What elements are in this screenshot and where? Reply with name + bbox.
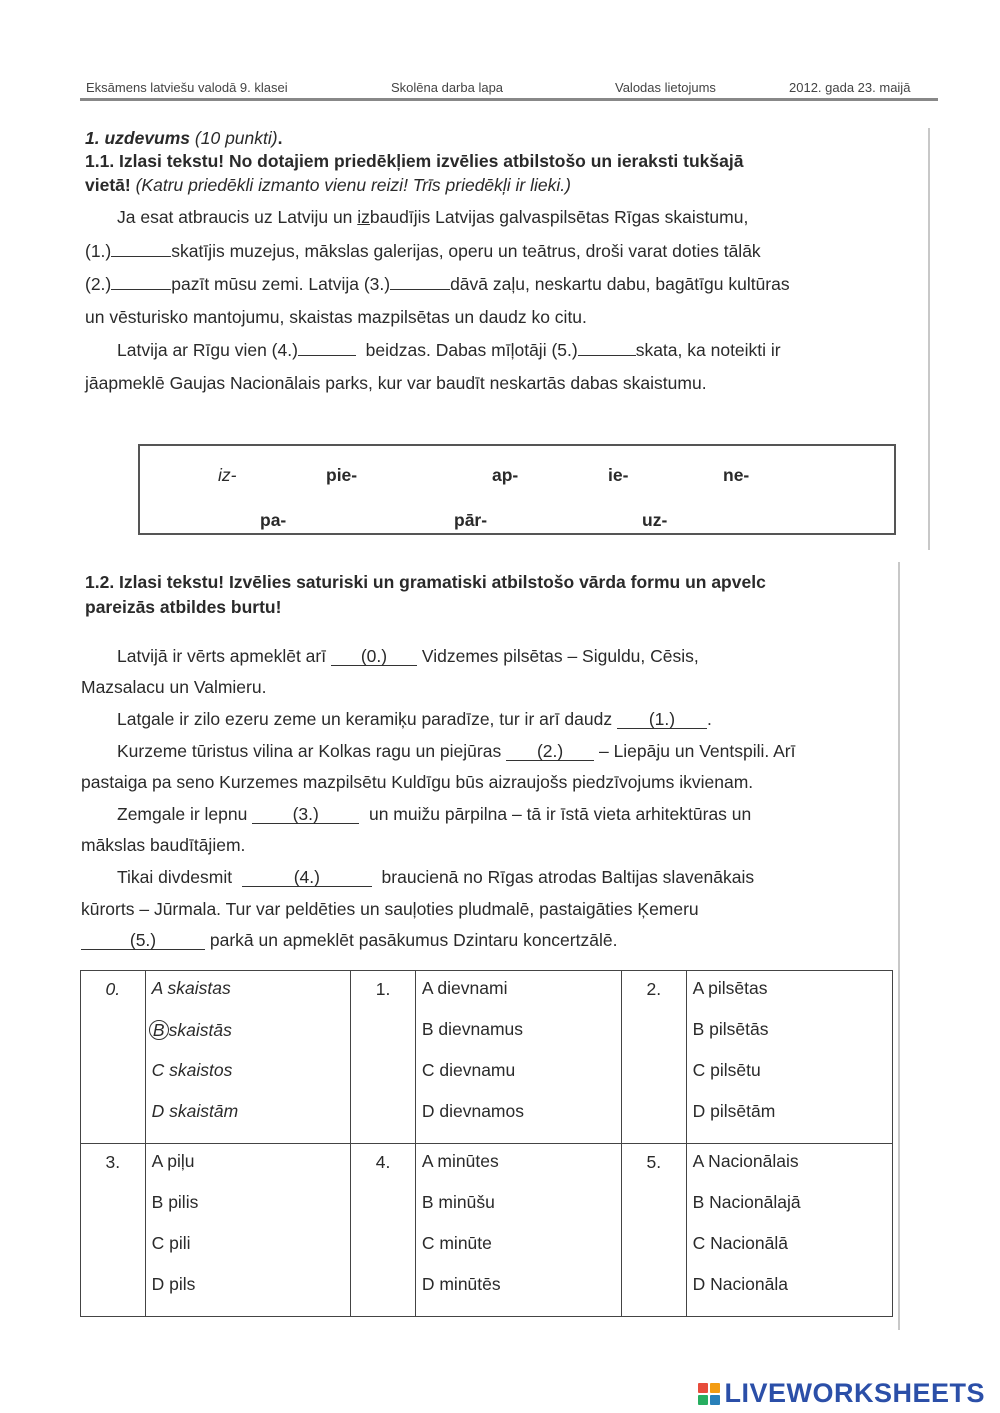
answer-blank-2[interactable]: (2.) — [506, 742, 594, 761]
question-number: 4. — [351, 1144, 416, 1317]
answer-option[interactable]: A minūtes — [421, 1151, 499, 1171]
answer-option[interactable]: B pilsētās — [692, 1019, 769, 1039]
answer-option[interactable]: C Nacionālā — [692, 1233, 788, 1253]
answer-option[interactable]: C skaistos — [151, 1060, 233, 1080]
task2-text-line: Latvijā ir vērts apmeklēt arī (0.) Vidzemes pilsētas – Siguldu, Cēsis, — [117, 646, 699, 666]
question-number: 0. — [81, 971, 146, 1144]
answer-option[interactable]: C dievnamu — [421, 1060, 516, 1080]
task1-text-line: Latvija ar Rīgu vien (4.) beidzas. Dabas mīļotāji (5.) skata, ka noteikti ir — [117, 340, 781, 360]
blank-3[interactable] — [390, 275, 450, 290]
prefix-option[interactable]: pār- — [454, 510, 488, 530]
task2-text-line: Tikai divdesmit (4.) braucienā no Rīgas atrodas Baltijas slavenākais — [117, 867, 755, 887]
task2-title-line1: 1.2. Izlasi tekstu! Izvēlies saturiski un gramatiski atbilstošo vārda formu un apvelc — [85, 572, 766, 592]
question-number: 2. — [621, 971, 686, 1144]
answer-blank-1[interactable]: (1.) — [617, 710, 707, 729]
answer-option[interactable]: C pili — [151, 1233, 191, 1253]
answer-option[interactable]: C minūte — [421, 1233, 492, 1253]
task1-text-line: (2.) pazīt mūsu zemi. Latvija (3.) dāvā zaļu, neskartu dabu, bagātīgu kultūras — [85, 274, 790, 294]
margin-rule — [928, 128, 930, 550]
prefix-option[interactable]: iz- — [218, 465, 237, 485]
answer-option[interactable]: B dievnamus — [421, 1019, 524, 1039]
answer-cell — [415, 971, 621, 1144]
prefix-option[interactable]: uz- — [642, 510, 668, 530]
answer-option[interactable]: A Nacionālais — [692, 1151, 799, 1171]
options-table — [80, 970, 893, 1317]
answer-cell — [686, 1144, 892, 1317]
answer-option[interactable]: B minūšu — [421, 1192, 495, 1212]
task1-text-line: (1.) skatījis muzejus, mākslas galerijas, operu un teātrus, droši varat doties tālāk — [85, 241, 761, 261]
header-sheet: Skolēna darba lapa — [391, 80, 504, 95]
answer-cell — [145, 971, 351, 1144]
answer-option[interactable]: A dievnami — [421, 978, 508, 998]
answer-option[interactable]: D pilsētām — [692, 1101, 776, 1121]
task2-title-line2: pareizās atbildes burtu! — [85, 597, 282, 617]
prefix-option[interactable]: ne- — [723, 465, 750, 485]
answer-option[interactable]: A pilsētas — [692, 978, 768, 998]
header-divider — [80, 98, 938, 101]
prefix-option[interactable]: ap- — [492, 465, 519, 485]
question-number: 5. — [621, 1144, 686, 1317]
answer-option[interactable]: B pilis — [151, 1192, 199, 1212]
liveworksheets-icon — [698, 1383, 720, 1405]
answer-option-selected[interactable]: B skaistās — [152, 1020, 345, 1061]
margin-rule — [898, 562, 900, 1330]
header-date: 2012. gada 23. maijā — [789, 80, 911, 95]
example-prefix: iz — [357, 207, 370, 227]
answer-blank-4[interactable]: (4.) — [242, 868, 372, 887]
prefix-option[interactable]: ie- — [608, 465, 629, 485]
liveworksheets-logo — [698, 1378, 985, 1409]
answer-cell — [415, 1144, 621, 1317]
blank-4[interactable] — [298, 341, 356, 356]
task2-text-line: (5.) parkā un apmeklēt pasākumus Dzintaru koncertzālē. — [81, 930, 617, 951]
task2-text-line: Zemgale ir lepnu (3.) un muižu pārpilna – tā ir īstā vieta arhitektūras un — [117, 804, 752, 824]
task2-text-line: mākslas baudītājiem. — [81, 835, 246, 855]
answer-option[interactable]: D Nacionāla — [692, 1274, 788, 1294]
table-row — [81, 971, 893, 1144]
prefix-box — [138, 444, 896, 535]
prefix-option[interactable]: pie- — [326, 465, 358, 485]
answer-option[interactable]: D pils — [151, 1274, 196, 1294]
blank-5[interactable] — [578, 341, 636, 356]
answer-option[interactable]: C pilsētu — [692, 1060, 761, 1080]
task1-title: 1. uzdevums (10 punkti). — [85, 128, 283, 148]
answer-option[interactable]: A piļu — [151, 1151, 195, 1171]
blank-2[interactable] — [111, 275, 171, 290]
question-number: 3. — [81, 1144, 146, 1317]
task2-text-line: Mazsalacu un Valmieru. — [81, 677, 267, 697]
circled-letter: B — [149, 1020, 169, 1040]
task2-text-line: Kurzeme tūristus vilina ar Kolkas ragu un piejūras (2.) – Liepāju un Ventspili. Arī — [117, 741, 796, 761]
answer-option[interactable]: A skaistas — [151, 978, 231, 998]
answer-option[interactable]: D skaistām — [151, 1101, 239, 1121]
task1-text-line: un vēsturisko mantojumu, skaistas mazpilsētas un daudz ko citu. — [85, 307, 587, 327]
task2-text-line: pastaiga pa seno Kurzemes mazpilsētu Kuldīgu būs aizraujošs piedzīvojums ikvienam. — [81, 772, 754, 792]
prefix-option[interactable]: pa- — [260, 510, 287, 530]
brand-name: LIVEWORKSHEETS — [724, 1378, 985, 1408]
answer-blank-0[interactable]: (0.) — [331, 647, 417, 666]
header-section: Valodas lietojums — [615, 80, 716, 95]
answer-cell — [686, 971, 892, 1144]
answer-option[interactable]: D dievnamos — [421, 1101, 524, 1121]
answer-option[interactable]: B Nacionālajā — [692, 1192, 801, 1212]
header-exam: Eksāmens latviešu valodā 9. klasei — [86, 80, 288, 95]
task1-subtitle-line2: vietā! (Katru priedēkli izmanto vienu reizi! Trīs priedēkļi ir lieki.) — [85, 175, 571, 195]
answer-blank-3[interactable]: (3.) — [252, 805, 359, 824]
answer-blank-5[interactable]: (5.) — [81, 931, 205, 950]
question-number: 1. — [351, 971, 416, 1144]
task1-text-line: jāapmeklē Gaujas Nacionālais parks, kur var baudīt neskartās dabas skaistumu. — [85, 373, 707, 393]
task1-subtitle-line1: 1.1. Izlasi tekstu! No dotajiem priedēkļiem izvēlies atbilstošo un ieraksti tukšajā — [85, 151, 744, 171]
answer-option[interactable]: D minūtēs — [421, 1274, 501, 1294]
task2-text-line: Latgale ir zilo ezeru zeme un keramiķu paradīze, tur ir arī daudz (1.) . — [117, 709, 712, 729]
task2-text-line: kūrorts – Jūrmala. Tur var peldēties un sauļoties pludmalē, pastaigāties Ķemeru — [81, 899, 699, 919]
blank-1[interactable] — [111, 242, 171, 257]
table-row — [81, 1144, 893, 1317]
task1-text-line: Ja esat atbraucis uz Latviju un izbaudījis Latvijas galvaspilsētas Rīgas skaistumu, — [117, 207, 749, 227]
answer-cell — [145, 1144, 351, 1317]
